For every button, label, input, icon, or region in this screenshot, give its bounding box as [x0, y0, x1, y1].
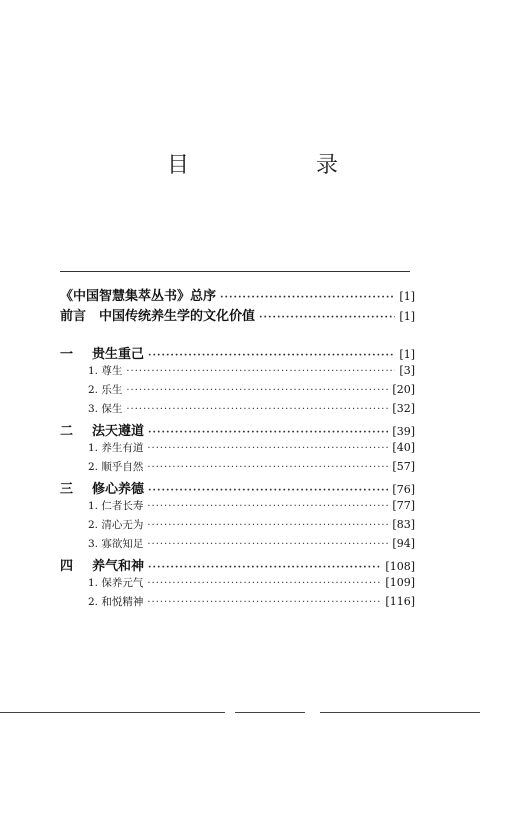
dot-leader: [259, 312, 395, 323]
toc-page-number: [77]: [392, 499, 415, 512]
toc-chapter-2[interactable]: [60, 420, 415, 440]
dot-leader: [148, 427, 388, 438]
dot-leader: [147, 501, 388, 512]
bottom-rule-right: [320, 712, 480, 713]
bottom-rule-middle: [235, 712, 305, 713]
toc-entry-label: 1. 保养元气: [88, 577, 144, 589]
toc-entry-label: 前言 中国传统养生学的文化价值: [60, 309, 256, 324]
toc-entry-label: 1. 养生有道: [88, 442, 144, 454]
chapter-number: 一: [60, 347, 74, 362]
toc-chapter-3[interactable]: [60, 478, 415, 498]
toc-page-number: [40]: [392, 441, 415, 454]
toc-section[interactable]: [60, 517, 415, 536]
toc-section[interactable]: [60, 498, 415, 517]
chapter-title: 贵生重己: [92, 347, 145, 362]
dot-leader: [126, 404, 388, 415]
chapter-title: 修心养德: [92, 482, 145, 497]
toc-entry-label: 1. 尊生: [88, 365, 123, 377]
toc-section[interactable]: [60, 401, 415, 420]
toc-page-number: [32]: [392, 402, 415, 415]
page-title: 目 录: [167, 153, 398, 178]
toc-section[interactable]: [60, 536, 415, 555]
dot-leader: [147, 443, 388, 454]
dot-leader: [147, 539, 388, 550]
chapter-number: 二: [60, 424, 74, 439]
toc-entry-label: 3. 寡欲知足: [88, 538, 144, 550]
toc-page-number: [108]: [385, 560, 415, 573]
toc-section[interactable]: [60, 459, 415, 478]
toc-page-number: [1]: [399, 290, 415, 303]
toc-chapter-4[interactable]: [60, 555, 415, 575]
toc-section[interactable]: [60, 440, 415, 459]
toc-entry-label: 1. 仁者长寿: [88, 500, 144, 512]
dot-leader: [148, 350, 395, 361]
dot-leader: [126, 366, 395, 377]
toc-entry-label: 2. 和悦精神: [88, 596, 144, 608]
dot-leader: [126, 385, 388, 396]
toc-page-number: [1]: [399, 348, 415, 361]
toc-entry-label: 3. 保生: [88, 403, 123, 415]
dot-leader: [147, 597, 381, 608]
toc-page-number: [109]: [385, 576, 415, 589]
toc-section[interactable]: [60, 382, 415, 401]
toc-entry-label: 2. 顺乎自然: [88, 461, 144, 473]
toc-page-number: [57]: [392, 460, 415, 473]
toc-page-number: [20]: [392, 383, 415, 396]
table-of-contents: [60, 285, 415, 613]
chapter-number: 四: [60, 559, 74, 574]
toc-page-number: [3]: [399, 364, 415, 377]
toc-section[interactable]: [60, 363, 415, 382]
toc-chapter-1[interactable]: [60, 343, 415, 363]
toc-page-number: [116]: [385, 595, 415, 608]
spacer: [60, 325, 415, 343]
toc-entry-label: 2. 清心无为: [88, 519, 144, 531]
toc-entry-label: 《中国智慧集萃丛书》总序: [60, 289, 217, 304]
toc-page-number: [39]: [392, 425, 415, 438]
toc-page-number: [76]: [392, 483, 415, 496]
toc-entry-foreword[interactable]: [60, 305, 415, 325]
toc-page-number: [1]: [399, 310, 415, 323]
chapter-title: 法天遵道: [92, 424, 145, 439]
toc-section[interactable]: [60, 575, 415, 594]
toc-entry-label: 2. 乐生: [88, 384, 123, 396]
dot-leader: [220, 292, 395, 303]
chapter-title: 养气和神: [92, 559, 145, 574]
toc-page-number: [94]: [392, 537, 415, 550]
toc-page-number: [83]: [392, 518, 415, 531]
toc-section[interactable]: [60, 594, 415, 613]
top-rule: [60, 271, 410, 272]
toc-entry-preface-series[interactable]: [60, 285, 415, 305]
dot-leader: [147, 520, 388, 531]
dot-leader: [147, 462, 388, 473]
dot-leader: [147, 578, 381, 589]
dot-leader: [148, 562, 381, 573]
chapter-number: 三: [60, 482, 74, 497]
bottom-rule-left: [0, 712, 225, 713]
dot-leader: [148, 485, 388, 496]
